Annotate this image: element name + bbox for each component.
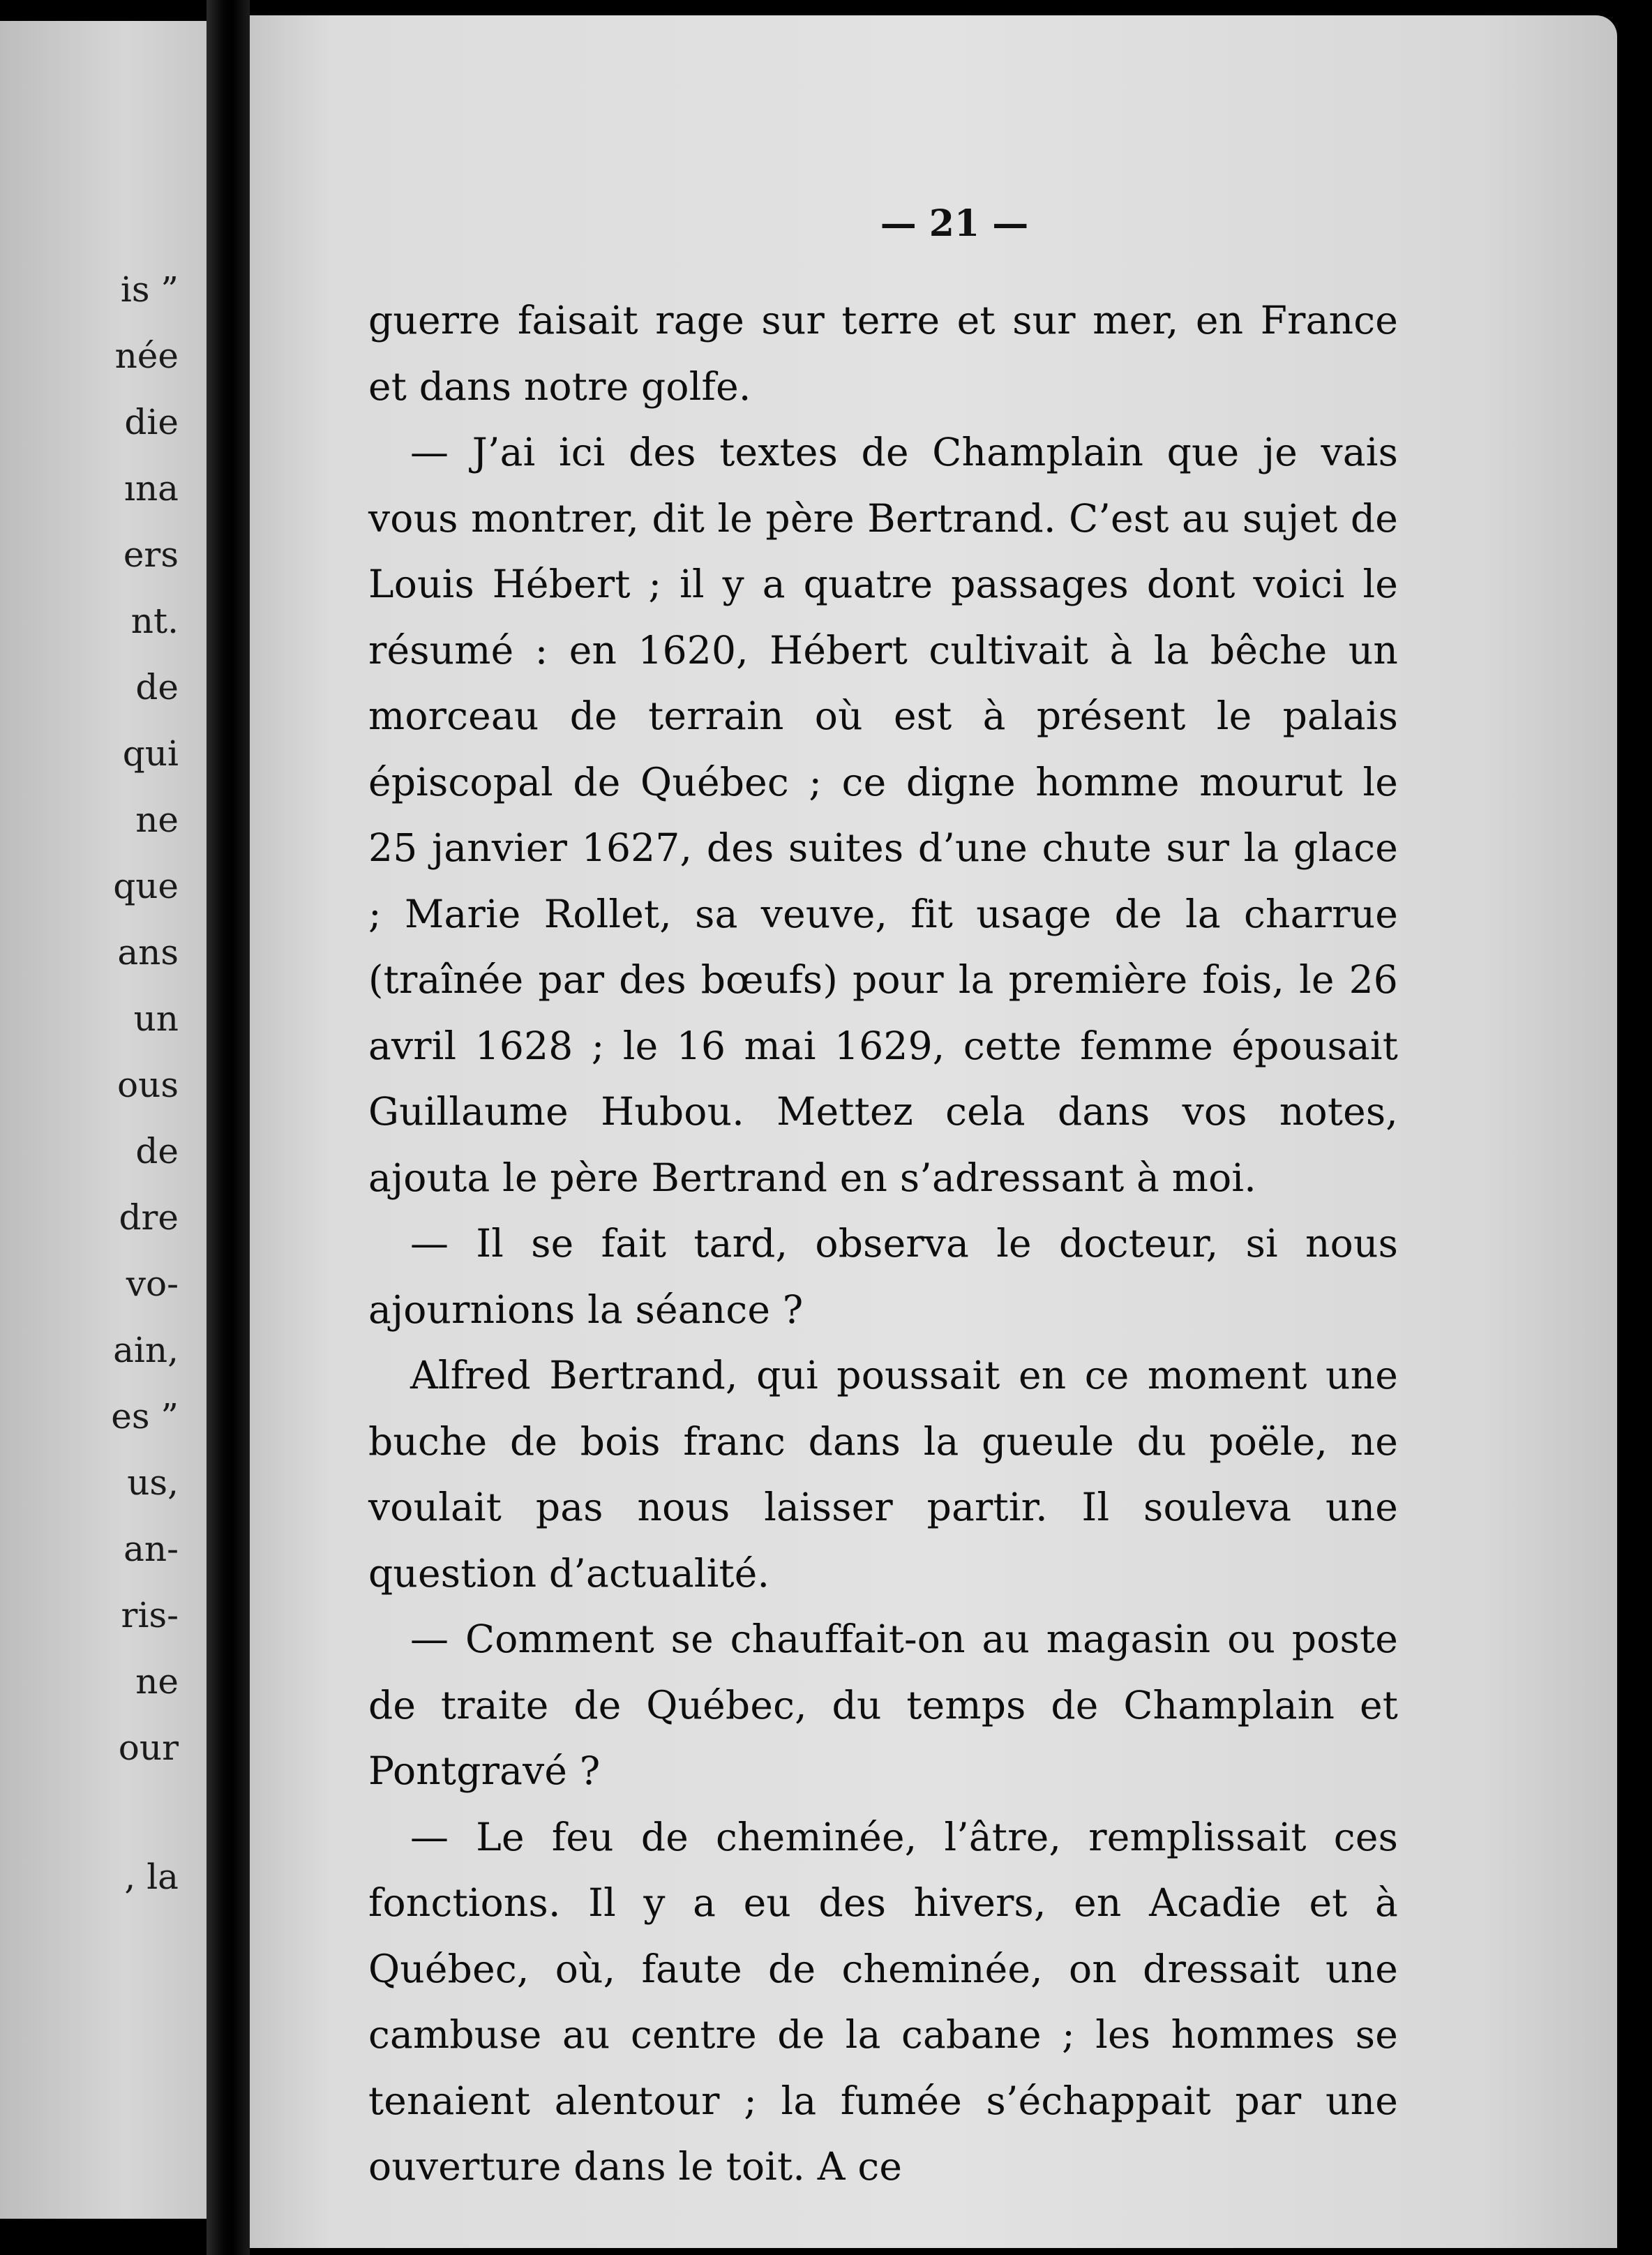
left-page-fragment: que [113,866,179,906]
left-page-fragment: nt. [130,601,179,641]
left-page-fragment: is ” [120,269,179,310]
left-page-fragment: qui [122,733,179,774]
left-page-fragment: es ” [111,1396,179,1437]
left-page-fragment: ans [117,932,179,973]
left-page-fragment: de [135,1131,179,1171]
left-page-fragment: us, [127,1462,179,1503]
left-page-fragment: ain, [113,1330,179,1370]
left-page-fragment: ne [135,800,179,840]
page-body [368,287,1398,2200]
main-page [250,15,1617,2248]
paragraph: — Comment se chauffait-on au magasin ou poste de traite de Québec, du temps de Champlain et Pontgravé ? [368,1617,1398,1793]
left-page-fragment: ne [135,1661,179,1702]
left-page-fragment: ris- [121,1595,179,1635]
paragraph: — Il se fait tard, observa le docteur, si nous ajournions la séance ? [368,1221,1398,1332]
left-page-fragment: vo- [126,1264,179,1304]
left-page-fragment: ous [117,1065,179,1105]
left-page-fragment: an- [123,1529,179,1569]
book-gutter [206,0,250,2255]
paragraph: Alfred Bertrand, qui poussait en ce moment une buche de bois franc dans la gueule du poële, ne voulait pas nous laisser partir. Il souleva une question d’actualité. [368,1353,1398,1596]
left-page-fragment: dre [119,1197,179,1238]
page-edge-shadow [1617,0,1652,2255]
left-page [0,21,206,2219]
paragraph: — J’ai ici des textes de Champlain que je vais vous montrer, dit le père Bertrand. C’est au sujet de Louis Hébert ; il y a quatre passages dont voici le résumé : en 1620, Hébert cultivait à la bêche un morceau de terrain où est à présent le palais épiscopal de Québec ; ce digne homme mourut le 25 janvier 1627, des suites d’une chute sur la glace ; Marie Rollet, sa veuve, fit usage de la charrue (traînée par des bœufs) pour la première fois, le 26 avril 1628 ; le 16 mai 1629, cette femme épousait Guillaume Hubou. Mettez cela dans vos notes, ajouta le père Bertrand en s’adressant à moi. [368,430,1398,1200]
left-page-fragment: , la [124,1857,179,1897]
left-page-fragment: our [118,1728,179,1768]
left-page-fragment: née [114,336,179,376]
left-page-fragment: die [124,402,179,442]
page-number: — 21 — [880,202,1029,245]
paragraph: — Le feu de cheminée, l’âtre, remplissait ces fonctions. Il y a eu des hivers, en Acadie et à Québec, où, faute de cheminée, on dressait une cambuse au centre de la cabane ; les hommes se tenaient alentour ; la fumée s’échappait par une ouverture dans le toit. A ce [368,1814,1398,2189]
left-page-fragment: ına [123,468,179,509]
left-page-fragment: de [135,667,179,707]
paragraph: guerre faisait rage sur terre et sur mer, en France et dans notre golfe. [368,298,1398,409]
left-page-fragment: un [133,998,179,1039]
left-page-fragment: ers [123,534,179,575]
